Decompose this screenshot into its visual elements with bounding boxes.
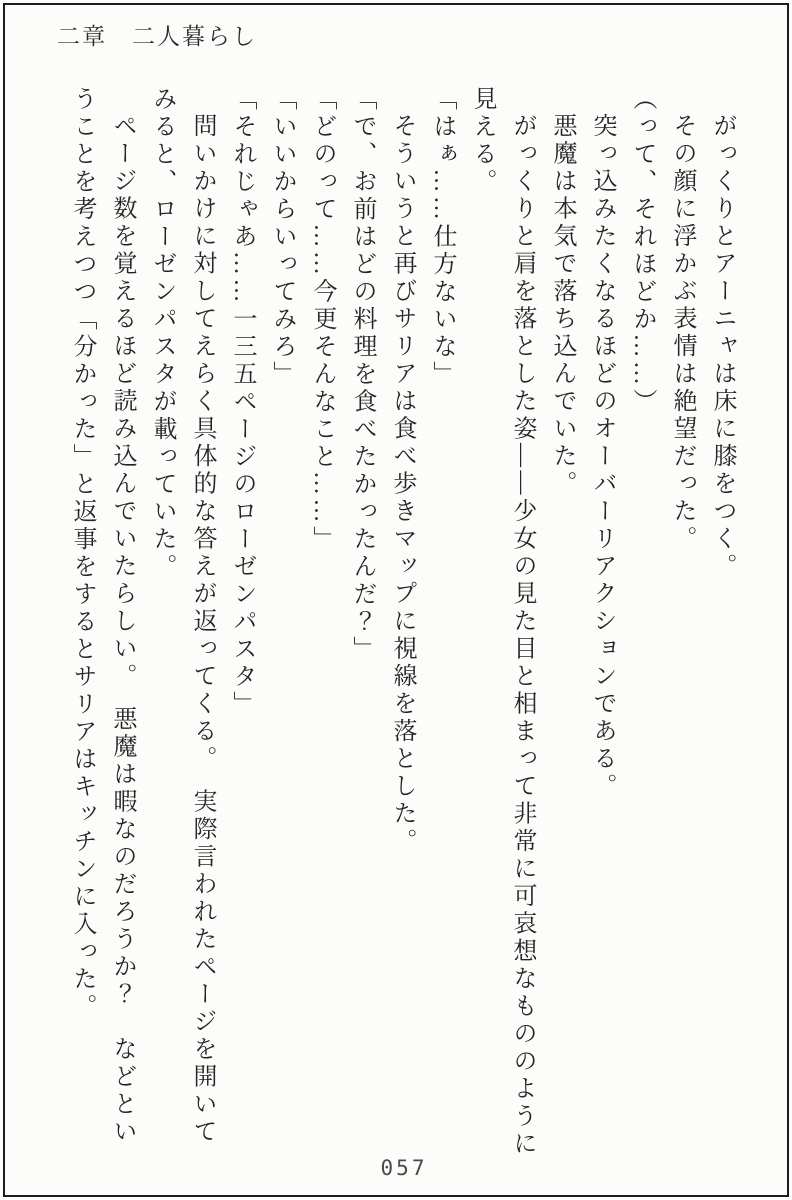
paragraph: （って、それほどか……） — [629, 86, 655, 416]
paragraph: 「で、お前はどの料理を食べたかったんだ？」 — [349, 86, 375, 664]
paragraph: 「いいからいってみろ」 — [269, 86, 295, 389]
paragraph: そういうと再びサリアは食べ歩きマップに視線を落とした。 — [389, 113, 415, 856]
paragraph: ページ数を覚えるほど読み込んでいたらしい。 悪魔は暇なのだろうか？ などということを考えつつ「分かった」と返事をするとサリアはキッチンに入った。 — [69, 86, 135, 1146]
chapter-header: 二章 二人暮らし — [57, 24, 257, 49]
paragraph: 問いかけに対してえらく具体的な答えが返ってくる。 実際言われたページを開いてみると、ローゼンパスタが載っていた。 — [149, 86, 215, 1146]
paragraph: がっくりとアーニャは床に膝をつく。 — [709, 113, 735, 581]
paragraph: 「それじゃあ……一三五ページのローゼンパスタ」 — [229, 86, 255, 719]
paragraph: その顔に浮かぶ表情は絶望だった。 — [669, 113, 695, 553]
paragraph: 「はぁ……仕方ないな」 — [429, 86, 455, 389]
paragraph: 突っ込みたくなるほどのオーバーリアクションである。 — [589, 113, 615, 801]
paragraph: 悪魔は本気で落ち込んでいた。 — [549, 113, 575, 498]
page-number: 057 — [380, 1156, 428, 1180]
paragraph: がっくりと肩を落とした姿――少女の見た目と相まって非常に可哀想なもののように見える。 — [469, 86, 535, 1158]
body-text — [48, 86, 742, 1164]
paragraph: 「どのって……今更そんなこと……」 — [309, 86, 335, 554]
